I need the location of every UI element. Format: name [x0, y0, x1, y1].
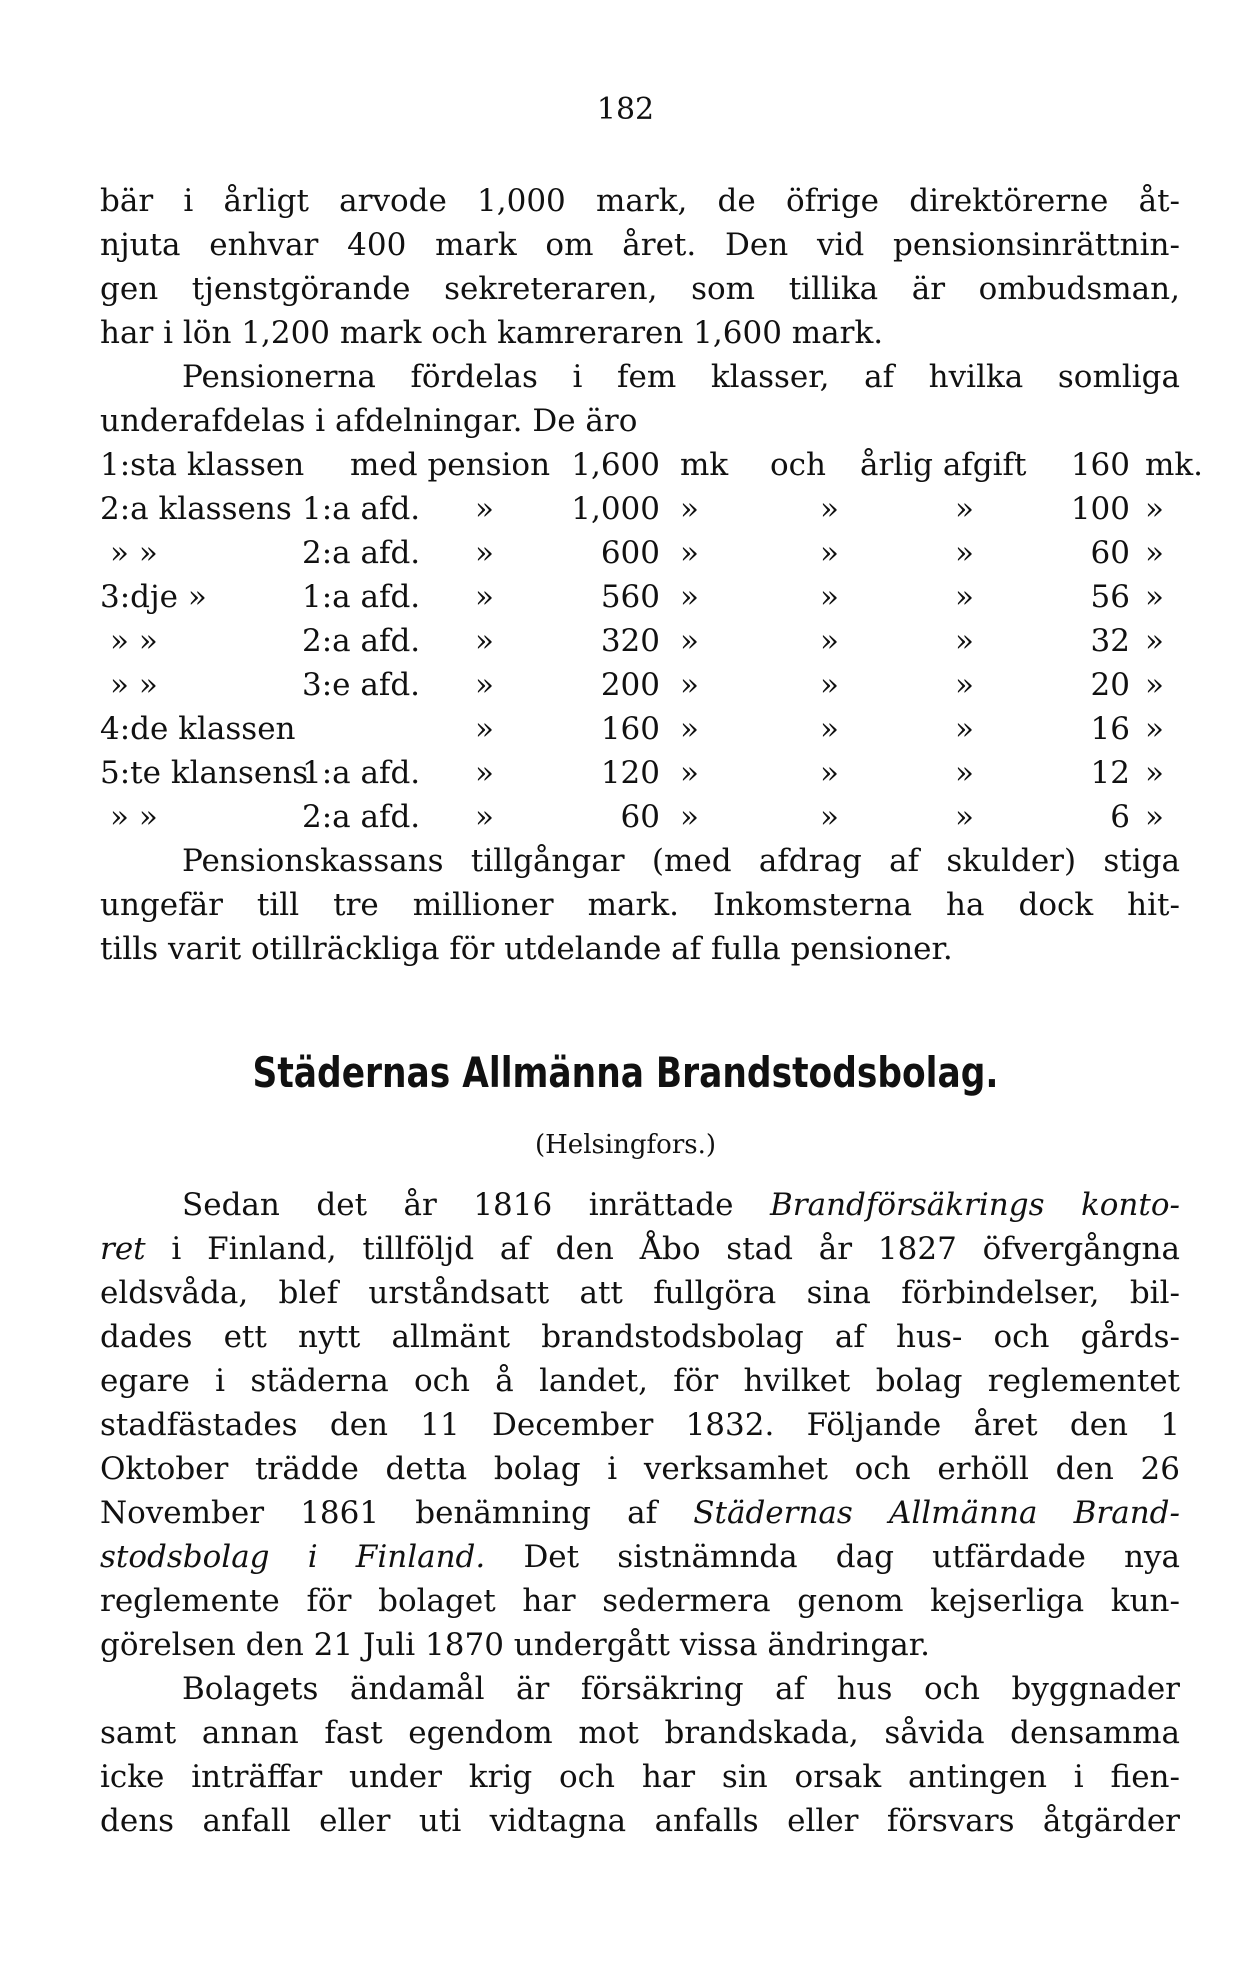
text-line: [182, 1187, 1180, 1223]
text-line: Bolagets ändamål är försäkring af hus och byggnader: [182, 1671, 1180, 1707]
text-span: Det sistnämnda dag utfärdade nya: [485, 1539, 1180, 1575]
text-line: eldsvåda, blef urståndsatt att fullgöra sina förbindelser, bil-: [100, 1275, 1180, 1311]
division-label: 1:a afd.: [302, 755, 421, 791]
text-line: samt annan fast egendom mot brandskada, såvida densamma: [100, 1715, 1180, 1751]
ditto-mark: »: [1145, 491, 1164, 527]
fee-amount: 32: [1090, 623, 1130, 659]
italic-text: stodsbolag i Finland.: [100, 1539, 486, 1575]
pension-amount: 60: [620, 799, 660, 835]
fee-amount: 100: [1070, 491, 1130, 527]
och: och: [770, 447, 826, 483]
pension-amount: 200: [600, 667, 660, 703]
text-line: dades ett nytt allmänt brandstodsbolag af hus- och gårds-: [100, 1319, 1180, 1355]
ditto-mark: »: [475, 799, 494, 835]
ditto-mark: »: [820, 667, 839, 703]
class-label: » »: [110, 535, 158, 571]
ditto-mark: »: [475, 623, 494, 659]
ditto-mark: »: [820, 579, 839, 615]
ditto-mark: »: [955, 667, 974, 703]
ditto-mark: »: [955, 755, 974, 791]
fee-amount: 56: [1090, 579, 1130, 615]
pension-amount: 1,600: [571, 447, 660, 483]
text-line: görelsen den 21 Juli 1870 undergått vissa ändringar.: [100, 1627, 930, 1663]
pension-amount: 600: [600, 535, 660, 571]
ditto-mark: »: [955, 579, 974, 615]
section-title: Städernas Allmänna Brandstodsbolag.: [252, 1048, 999, 1097]
pension-label: med pension: [350, 447, 551, 483]
ditto-mark: »: [680, 491, 699, 527]
division-label: 3:e afd.: [302, 667, 421, 703]
pension-amount: 1,000: [571, 491, 660, 527]
unit: mk: [680, 447, 729, 483]
fee-label: årlig afgift: [860, 447, 1027, 483]
pension-amount: 120: [600, 755, 660, 791]
unit: mk.: [1145, 447, 1204, 483]
text-line: [100, 1231, 1180, 1267]
pension-row: [100, 535, 1180, 575]
ditto-mark: »: [680, 623, 699, 659]
ditto-mark: »: [1145, 667, 1164, 703]
ditto-mark: »: [680, 755, 699, 791]
division-label: 2:a afd.: [302, 535, 421, 571]
ditto-mark: »: [1145, 623, 1164, 659]
text-line: stadfästades den 11 December 1832. Följande året den 1: [100, 1407, 1180, 1443]
ditto-mark: »: [820, 711, 839, 747]
ditto-mark: »: [1145, 711, 1164, 747]
text-line: [100, 1495, 1180, 1531]
ditto-mark: »: [475, 711, 494, 747]
class-label: 1:sta klassen: [100, 447, 305, 483]
ditto-mark: »: [680, 535, 699, 571]
ditto-mark: »: [955, 535, 974, 571]
text-line: reglemente för bolaget har sedermera genom kejserliga kun-: [100, 1583, 1180, 1619]
ditto-mark: »: [1145, 579, 1164, 615]
fee-amount: 6: [1110, 799, 1130, 835]
ditto-mark: »: [475, 755, 494, 791]
class-label: 2:a klassens: [100, 491, 292, 527]
ditto-mark: »: [475, 579, 494, 615]
italic-text: Brandförsäkrings konto-: [770, 1187, 1180, 1223]
text-line: gen tjenstgörande sekreteraren, som tillika är ombudsman,: [100, 271, 1180, 307]
class-label: 3:dje »: [100, 579, 207, 615]
text-line: bär i årligt arvode 1,000 mark, de öfrige direktörerne åt-: [100, 183, 1180, 219]
pension-row: [100, 447, 1204, 487]
ditto-mark: »: [1145, 799, 1164, 835]
text-span: Sedan det år 1816 inrättade: [182, 1187, 770, 1223]
pension-row: [100, 755, 1180, 795]
text-line: tills varit otillräckliga för utdelande af fulla pensioner.: [100, 931, 953, 967]
italic-text: ret: [100, 1231, 146, 1267]
pension-row: [100, 623, 1180, 663]
ditto-mark: »: [955, 491, 974, 527]
ditto-mark: »: [475, 667, 494, 703]
text-line: icke inträffar under krig och har sin orsak antingen i fien-: [100, 1759, 1180, 1795]
ditto-mark: »: [680, 799, 699, 835]
ditto-mark: »: [820, 623, 839, 659]
ditto-mark: »: [475, 491, 494, 527]
ditto-mark: »: [955, 799, 974, 835]
class-label: » »: [110, 667, 158, 703]
fee-amount: 20: [1090, 667, 1130, 703]
ditto-mark: »: [955, 711, 974, 747]
text-line: [100, 1539, 1180, 1575]
fee-amount: 12: [1090, 755, 1130, 791]
fee-amount: 160: [1070, 447, 1130, 483]
text-line: Pensionerna fördelas i fem klasser, af hvilka somliga: [182, 359, 1180, 395]
text-line: har i lön 1,200 mark och kamreraren 1,600 mark.: [100, 315, 884, 351]
text-line: Pensionskassans tillgångar (med afdrag af skulder) stiga: [182, 843, 1180, 879]
pension-row: [100, 579, 1180, 619]
fee-amount: 60: [1090, 535, 1130, 571]
division-label: 1:a afd.: [302, 579, 421, 615]
text-span: November 1861 benämning af: [100, 1495, 694, 1531]
ditto-mark: »: [680, 667, 699, 703]
division-label: 1:a afd.: [302, 491, 421, 527]
pension-amount: 160: [600, 711, 660, 747]
ditto-mark: »: [820, 491, 839, 527]
division-label: 2:a afd.: [302, 799, 421, 835]
ditto-mark: »: [1145, 755, 1164, 791]
pension-amount: 560: [600, 579, 660, 615]
section-subtitle: (Helsingfors.): [534, 1130, 717, 1160]
pension-row: [100, 667, 1180, 707]
class-label: 4:de klassen: [100, 711, 296, 747]
text-span: i Finland, tillföljd af den Åbo stad år 1827 öfvergångna: [145, 1231, 1180, 1267]
text-line: dens anfall eller uti vidtagna anfalls eller försvars åtgärder: [100, 1803, 1180, 1839]
ditto-mark: »: [680, 579, 699, 615]
ditto-mark: »: [820, 535, 839, 571]
pension-row: [100, 491, 1180, 531]
division-label: 2:a afd.: [302, 623, 421, 659]
class-label: » »: [110, 799, 158, 835]
page-number: 182: [596, 92, 655, 127]
italic-text: Städernas Allmänna Brand-: [693, 1495, 1180, 1531]
ditto-mark: »: [820, 755, 839, 791]
text-line: ungefär till tre millioner mark. Inkomsterna ha dock hit-: [100, 887, 1180, 923]
class-label: » »: [110, 623, 158, 659]
text-line: njuta enhvar 400 mark om året. Den vid pensionsinrättnin-: [100, 227, 1180, 263]
pension-amount: 320: [600, 623, 660, 659]
class-label: 5:te klansens: [100, 755, 309, 791]
fee-amount: 16: [1090, 711, 1130, 747]
text-line: egare i städerna och å landet, för hvilket bolag reglementet: [100, 1363, 1180, 1399]
ditto-mark: »: [680, 711, 699, 747]
ditto-mark: »: [820, 799, 839, 835]
ditto-mark: »: [475, 535, 494, 571]
text-line: underafdelas i afdelningar. De äro: [100, 403, 638, 439]
text-line: Oktober trädde detta bolag i verksamhet och erhöll den 26: [100, 1451, 1180, 1487]
ditto-mark: »: [1145, 535, 1164, 571]
pension-row: [100, 711, 1180, 751]
pension-row: [100, 799, 1180, 839]
ditto-mark: »: [955, 623, 974, 659]
